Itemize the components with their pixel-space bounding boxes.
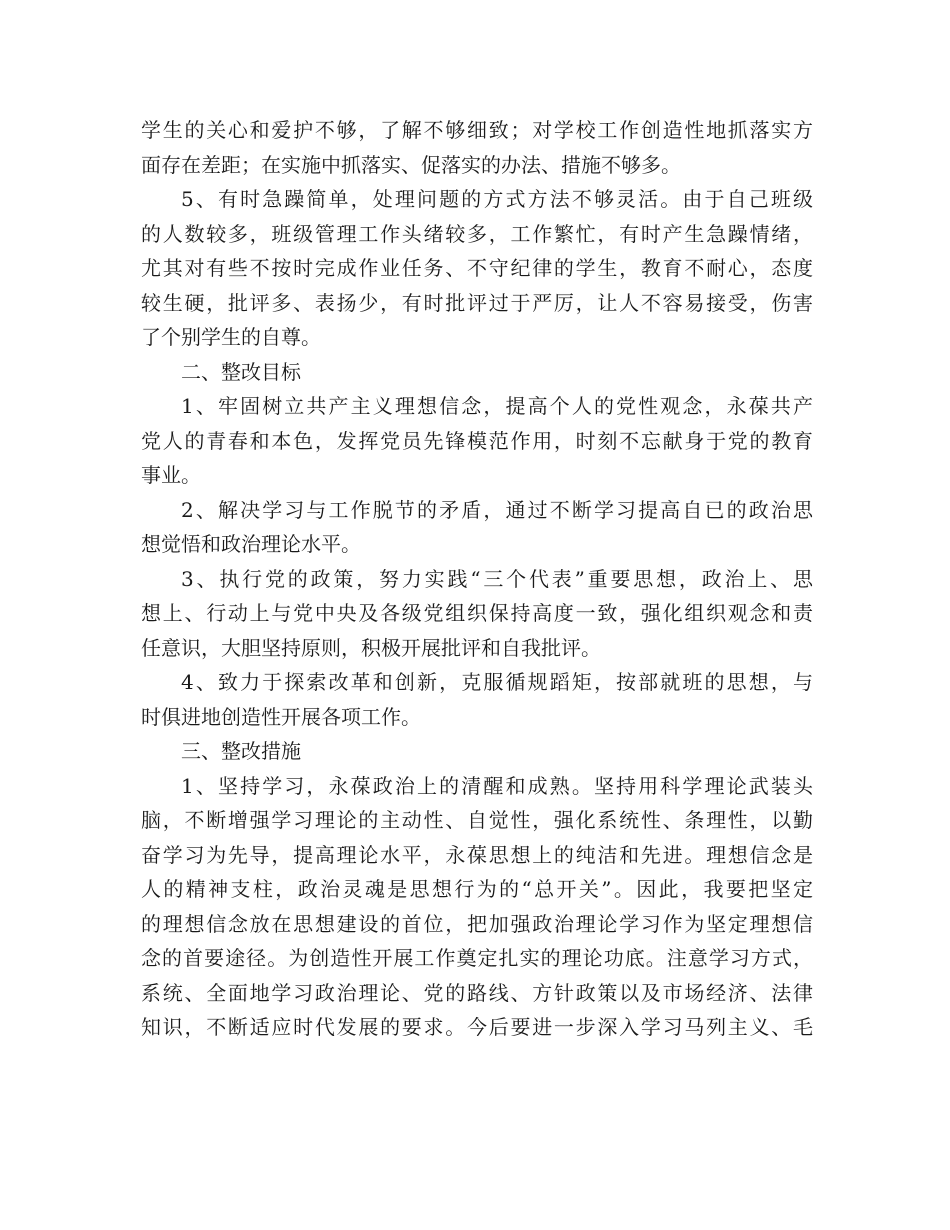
section-heading: 三、整改措施 [181,739,301,763]
text-line: 了个别学生的自尊。 [141,325,321,349]
text-line: 2、解决学习与工作脱节的矛盾，通过不断学习提高自已的政治思 [181,497,813,522]
text-line: 尤其对有些不按时完成作业任务、不守纪律的学生，教育不耐心，态度 [141,256,813,280]
text-line: 时俱进地创造性开展各项工作。 [141,704,421,729]
text-line: 5、有时急躁简单，处理问题的方式方法不够灵活。由于自己班级 [181,187,813,211]
text-line: 1、坚持学习，永葆政治上的清醒和成熟。坚持用科学理论武装头 [181,773,813,798]
text-line: 的理想信念放在思想建设的首位，把加强政治理论学习作为坚定理想信 [141,911,813,936]
section-heading: 二、整改目标 [181,359,301,384]
text-line: 3、执行党的政策，努力实践“三个代表”重要思想，政治上、思 [181,566,813,591]
text-line: 事业。 [141,463,201,487]
text-line: 任意识，大胆坚持原则，积极开展批评和自我批评。 [141,635,601,660]
text-line: 想上、行动上与党中央及各级党组织保持高度一致，强化组织观念和责 [141,601,813,625]
text-line: 4、致力于探索改革和创新，克服循规蹈矩，按部就班的思想，与 [181,670,813,694]
text-line: 奋学习为先导，提高理论水平，永葆思想上的纯洁和先进。理想信念是 [141,842,813,867]
text-line: 1、牢固树立共产主义理想信念，提高个人的党性观念，永葆共产 [181,394,813,418]
text-line: 脑，不断增强学习理论的主动性、自觉性，强化系统性、条理性，以勤 [141,808,813,832]
text-line: 人的精神支柱，政治灵魂是思想行为的“总开关”。因此，我要把坚定 [141,877,813,901]
document-page [141,113,813,1045]
text-line: 学生的关心和爱护不够，了解不够细致；对学校工作创造性地抓落实方 [141,118,813,142]
text-line: 的人数较多，班级管理工作头绪较多，工作繁忙，有时产生急躁情绪， [141,221,813,246]
text-line: 念的首要途径。为创造性开展工作奠定扎实的理论功底。注意学习方式， [141,946,813,970]
text-line: 知识，不断适应时代发展的要求。今后要进一步深入学习马列主义、毛 [141,1015,813,1039]
text-line: 党人的青春和本色，发挥党员先锋模范作用，时刻不忘献身于党的教育 [141,428,813,453]
text-line: 面存在差距；在实施中抓落实、促落实的办法、措施不够多。 [141,152,681,177]
text-line: 系统、全面地学习政治理论、党的路线、方针政策以及市场经济、法律 [141,980,813,1005]
text-line: 较生硬，批评多、表扬少，有时批评过于严厉，让人不容易接受，伤害 [141,290,813,315]
text-line: 想觉悟和政治理论水平。 [141,532,361,556]
